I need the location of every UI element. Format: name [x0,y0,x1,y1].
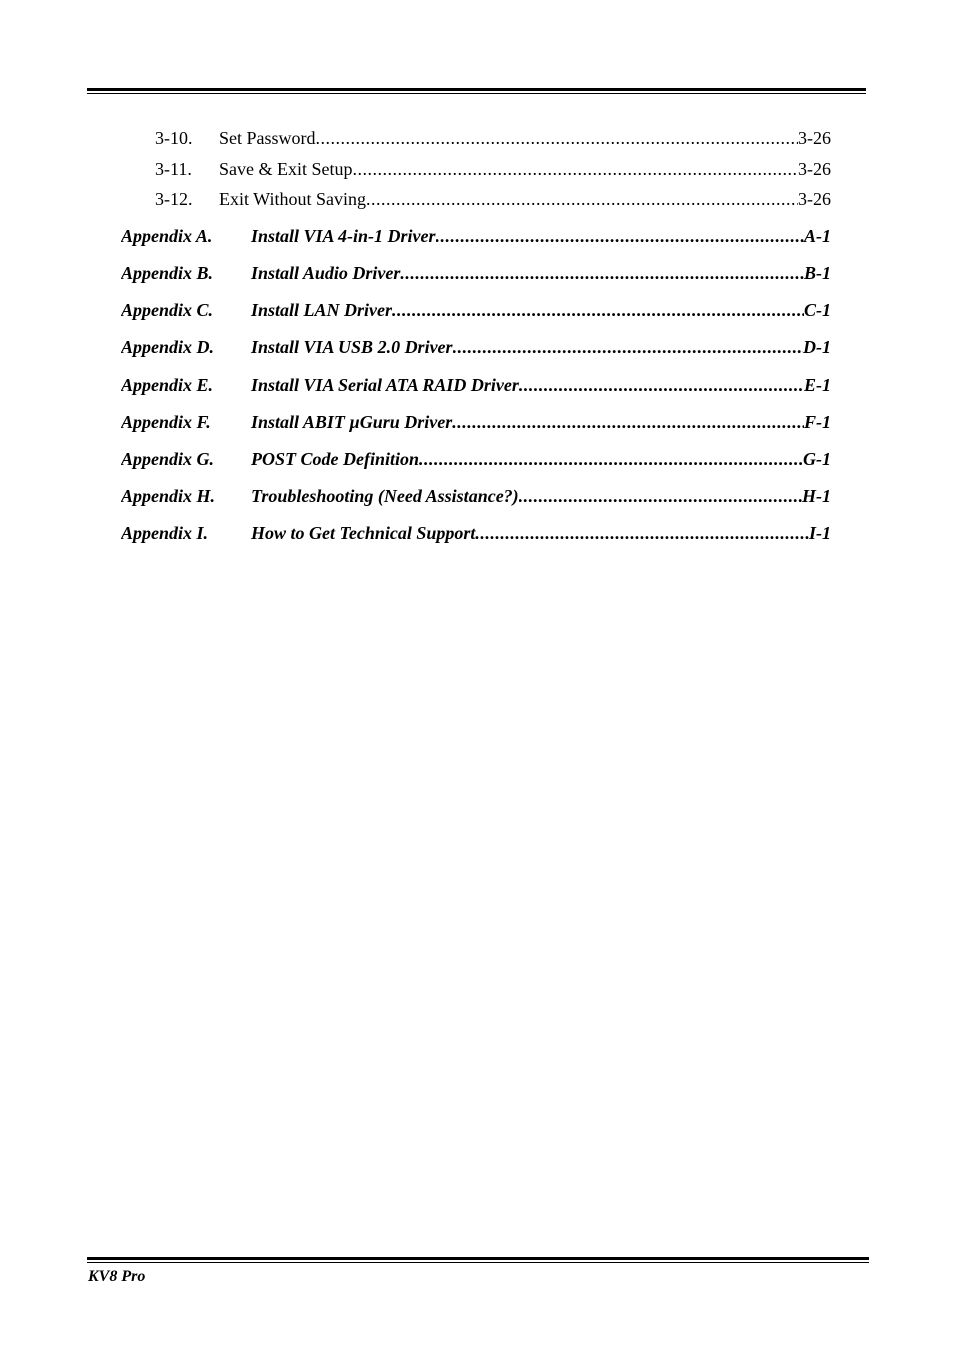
footer-product-name: KV8 Pro [88,1268,146,1285]
dot-leader [316,128,798,149]
toc-entry-page: G-1 [803,449,831,469]
toc-entry-appendix-a[interactable] [121,226,831,250]
toc-entry-appendix-f[interactable] [121,412,831,436]
toc-entry-appendix-c[interactable] [121,300,831,324]
toc-entry-title: Install Audio Driver [251,263,401,283]
toc-entry-number: 3-11. [155,159,192,179]
toc-entry-3-11[interactable] [155,159,831,183]
toc-entry-number: Appendix B. [121,263,214,283]
toc-entry-3-10[interactable] [155,128,831,152]
toc-entry-title: Exit Without Saving [219,189,366,209]
dot-leader [366,189,798,210]
toc-entry-title: Set Password [219,128,316,148]
toc-entry-number: 3-10. [155,128,193,148]
toc-entry-appendix-e[interactable] [121,375,831,399]
toc-entry-page: B-1 [804,263,831,283]
toc-entry-title: Install VIA 4-in-1 Driver [251,226,436,246]
dot-leader [452,412,804,433]
toc-entry-appendix-b[interactable] [121,263,831,287]
toc-entry-number: Appendix I. [121,523,209,543]
toc-entry-number: Appendix G. [121,449,215,469]
toc-entry-number: Appendix A. [121,226,213,246]
dot-leader [353,159,799,180]
toc-entry-3-12[interactable] [155,189,831,213]
toc-entry-appendix-i[interactable] [121,523,831,547]
header-rule [87,88,866,94]
toc-entry-page: 3-26 [798,159,831,179]
dot-leader [436,226,804,247]
footer-rule [87,1257,869,1263]
toc-entry-number: Appendix C. [121,300,214,320]
toc-entry-page: D-1 [803,337,831,357]
toc-entry-title: Save & Exit Setup [219,159,353,179]
dot-leader [453,337,803,358]
toc-entry-title: Troubleshooting (Need Assistance?) [251,486,519,506]
toc-entry-title: POST Code Definition [251,449,420,469]
toc-entry-page: 3-26 [798,189,831,209]
toc-entry-page: E-1 [804,375,831,395]
toc-entry-number: 3-12. [155,189,193,209]
toc-entry-page: H-1 [802,486,831,506]
dot-leader [519,486,802,507]
toc-entry-page: C-1 [804,300,831,320]
dot-leader [519,375,804,396]
dot-leader [475,523,809,544]
toc-entry-number: Appendix D. [121,337,215,357]
toc-entry-appendix-h[interactable] [121,486,831,510]
toc-entry-page: F-1 [804,412,831,432]
toc-entry-title: Install VIA USB 2.0 Driver [251,337,453,357]
toc-entry-number: Appendix H. [121,486,216,506]
toc-entry-title: Install LAN Driver [251,300,393,320]
dot-leader [400,263,804,284]
toc-entry-page: 3-26 [798,128,831,148]
toc-entry-appendix-d[interactable] [121,337,831,361]
toc-entry-title: How to Get Technical Support [251,523,476,543]
dot-leader [419,449,803,470]
toc-entry-title: Install ABIT µGuru Driver [251,412,453,432]
toc-entry-number: Appendix E. [121,375,214,395]
toc-entry-page: A-1 [804,226,831,246]
toc-entry-title: Install VIA Serial ATA RAID Driver [251,375,519,395]
toc-entry-appendix-g[interactable] [121,449,831,473]
toc-entry-page: I-1 [809,523,831,543]
toc-entry-number: Appendix F. [121,412,211,432]
dot-leader [392,300,804,321]
